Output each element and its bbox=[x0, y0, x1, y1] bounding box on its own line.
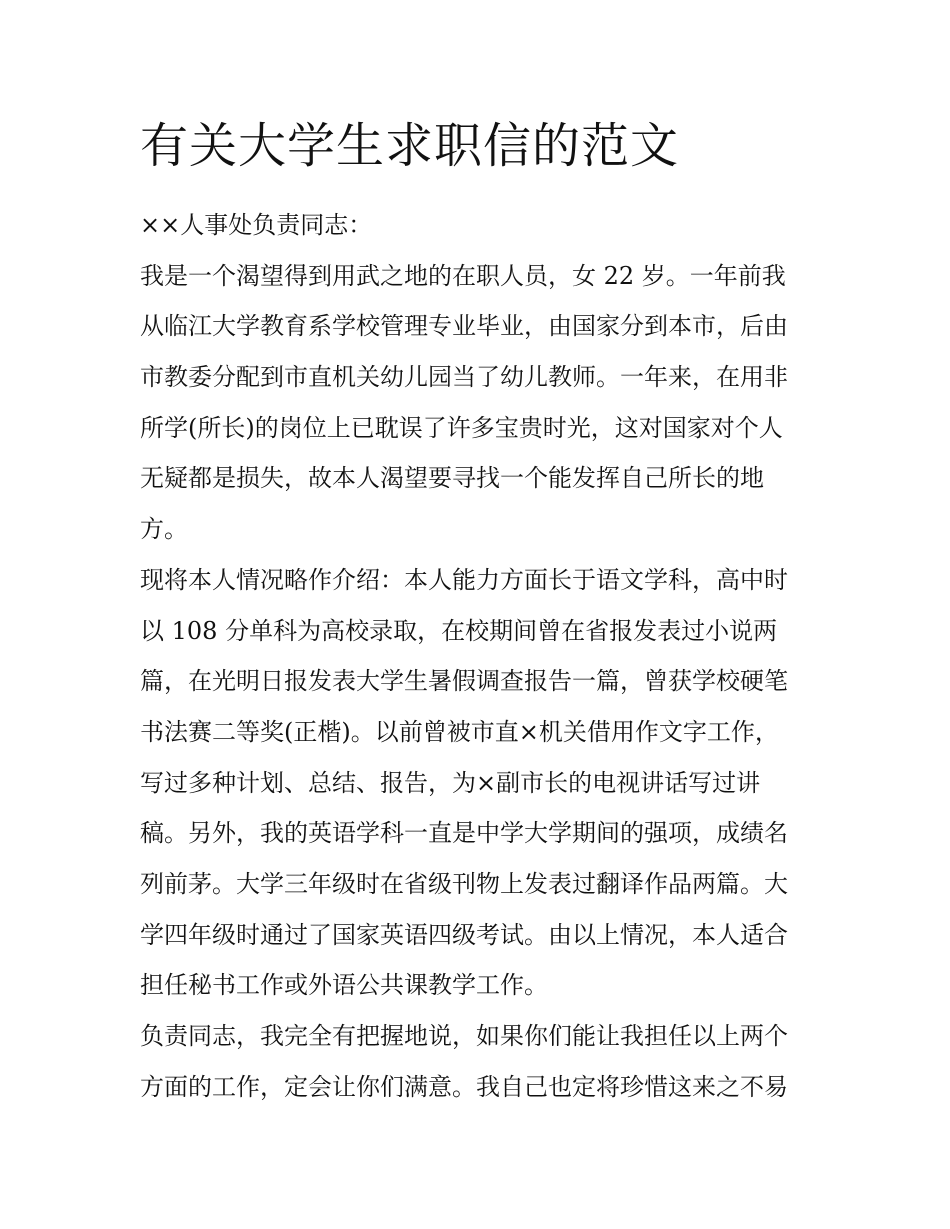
document-title: 有关大学生求职信的范文 bbox=[140, 118, 680, 174]
body-text-line: 市教委分配到市直机关幼儿园当了幼儿教师。一年来，在用非 bbox=[140, 363, 788, 392]
document-body bbox=[140, 200, 820, 1112]
body-text-line: 稿。另外，我的英语学科一直是中学大学期间的强项，成绩名 bbox=[140, 819, 788, 848]
body-text-line: 篇，在光明日报发表大学生暑假调查报告一篇，曾获学校硬笔 bbox=[140, 667, 788, 696]
body-text-line: 从临江大学教育系学校管理专业毕业，由国家分到本市，后由 bbox=[140, 312, 788, 341]
body-text-line: 学四年级时通过了国家英语四级考试。由以上情况，本人适合 bbox=[140, 920, 788, 949]
body-text-line: 现将本人情况略作介绍：本人能力方面长于语文学科，高中时 bbox=[140, 565, 788, 594]
body-text-line: 所学(所长)的岗位上已耽误了许多宝贵时光，这对国家对个人 bbox=[140, 413, 783, 442]
body-text-line: 担任秘书工作或外语公共课教学工作。 bbox=[140, 971, 548, 1000]
body-text-line: 负责同志，我完全有把握地说，如果你们能让我担任以上两个 bbox=[140, 1022, 788, 1050]
body-text-line: 列前茅。大学三年级时在省级刊物上发表过翻译作品两篇。大 bbox=[140, 869, 788, 898]
body-text-line: 无疑都是损失，故本人渴望要寻找一个能发挥自己所长的地 bbox=[140, 464, 764, 493]
salutation-line: ××人事处负责同志： bbox=[140, 211, 373, 239]
body-text-line: 以 108 分单科为高校录取，在校期间曾在省报发表过小说两 bbox=[140, 616, 778, 645]
body-text-line: 方。 bbox=[140, 515, 188, 544]
body-text-line: 方面的工作，定会让你们满意。我自己也定将珍惜这来之不易 bbox=[140, 1072, 788, 1101]
body-text-line: 书法赛二等奖(正楷)。以前曾被市直×机关借用作文字工作， bbox=[140, 717, 779, 746]
body-text-line: 我是一个渴望得到用武之地的在职人员，女 22 岁。一年前我 bbox=[140, 261, 786, 290]
body-text-line: 写过多种计划、总结、报告，为×副市长的电视讲话写过讲 bbox=[140, 768, 761, 797]
